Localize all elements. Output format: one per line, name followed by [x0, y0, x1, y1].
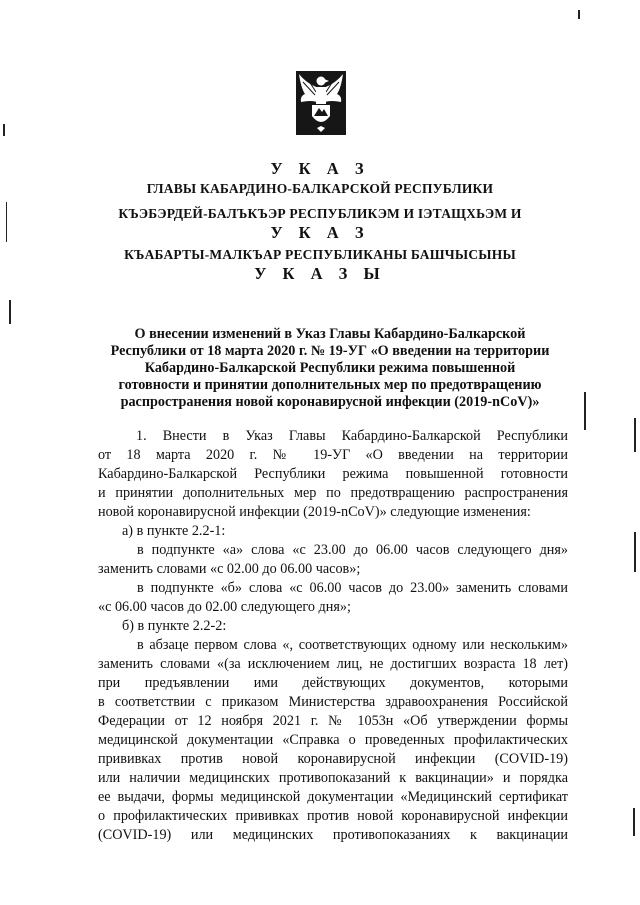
scan-mark: [584, 392, 586, 430]
body-line: Кабардино-Балкарской Республики режима повышенной готовности: [98, 466, 568, 482]
header-title-kbd: У К А З: [270, 223, 370, 242]
body-line: «с 06.00 часов до 02.00 следующего дня»;: [98, 599, 351, 615]
heading-line: распространения новой коронавирусной инфекции (2019-nCoV)»: [120, 394, 540, 410]
body-line: о профилактических прививках против новой коронавирусной инфекции: [98, 808, 568, 824]
scan-mark: [9, 300, 11, 324]
body-line: в подпункте «а» слова «с 23.00 до 06.00 часов следующего дня»: [137, 542, 568, 558]
body-line: в подпункте «б» слова «с 06.00 часов до 23.00» заменить словами: [137, 580, 568, 596]
kbr-coat-of-arms-icon: [295, 68, 347, 136]
body-line: ее выдачи, формы медицинской документации «Медицинский сертификат: [98, 789, 568, 805]
body-line: новой коронавирусной инфекции (2019-nCoV)» следующие изменения:: [98, 504, 531, 520]
body-line: (COVID-19) или медицинских противопоказаниях к вакцинации: [98, 827, 568, 843]
scan-mark: [634, 418, 636, 452]
body-line: или наличии медицинских противопоказаний к вакцинации» и порядка: [98, 770, 568, 786]
scan-mark: [633, 808, 635, 836]
body-line: заменить словами «с 02.00 до 06.00 часов»;: [98, 561, 361, 577]
body-line: от 18 марта 2020 г. № 19-УГ «О введении на территории: [98, 447, 568, 463]
body-line: Федерации от 12 ноября 2021 г. № 1053н «Об утверждении формы: [98, 713, 568, 729]
body-line: и принятии дополнительных мер по предотвращению распространения: [98, 485, 568, 501]
heading-line: Кабардино-Балкарской Республики режима повышенной: [144, 360, 516, 376]
body-line: а) в пункте 2.2-1:: [122, 523, 226, 539]
scan-mark: [578, 10, 580, 19]
header-title-krc: У К А З Ы: [254, 264, 386, 283]
body-line: заменить словами «(за исключением лиц, не достигших возраста 18 лет): [98, 656, 568, 672]
body-line: в соответствии с приказом Министерства здравоохранения Российской: [98, 694, 568, 710]
heading-line: готовности и принятии дополнительных мер по предотвращению: [118, 377, 542, 393]
body-line: медицинской документации «Справка о проведенных профилактических: [98, 732, 568, 748]
body-line: при предъявлении ими действующих документов, которыми: [98, 675, 568, 691]
header-org-ru: ГЛАВЫ КАБАРДИНО-БАЛКАРСКОЙ РЕСПУБЛИКИ: [146, 181, 494, 196]
scan-mark: [3, 124, 5, 136]
heading-line: О внесении изменений в Указ Главы Кабардино-Балкарской: [134, 326, 526, 342]
body-line: б) в пункте 2.2-2:: [122, 618, 227, 634]
header-org-krc: КЪАБАРТЫ-МАЛКЪАР РЕСПУБЛИКАНЫ БАШЧЫСЫНЫ: [124, 247, 516, 262]
document-heading: [90, 326, 570, 411]
heading-line: Республики от 18 марта 2020 г. № 19-УГ «О введении на территории: [110, 343, 550, 359]
body-line: 1. Внести в Указ Главы Кабардино-Балкарской Республики: [136, 428, 568, 444]
body-line: прививках против новой коронавирусной инфекции (COVID-19): [98, 751, 568, 767]
body-line: в абзаце первом слова «, соответствующих одному или нескольким»: [137, 637, 568, 653]
header-title-ru: У К А З: [270, 159, 370, 178]
scan-mark: [634, 532, 636, 572]
header-org-kbd: КЪЭБЭРДЕЙ-БАЛЪКЪЭР РЕСПУБЛИКЭМ И IЭТАЩХЬЭМ И: [118, 206, 522, 221]
